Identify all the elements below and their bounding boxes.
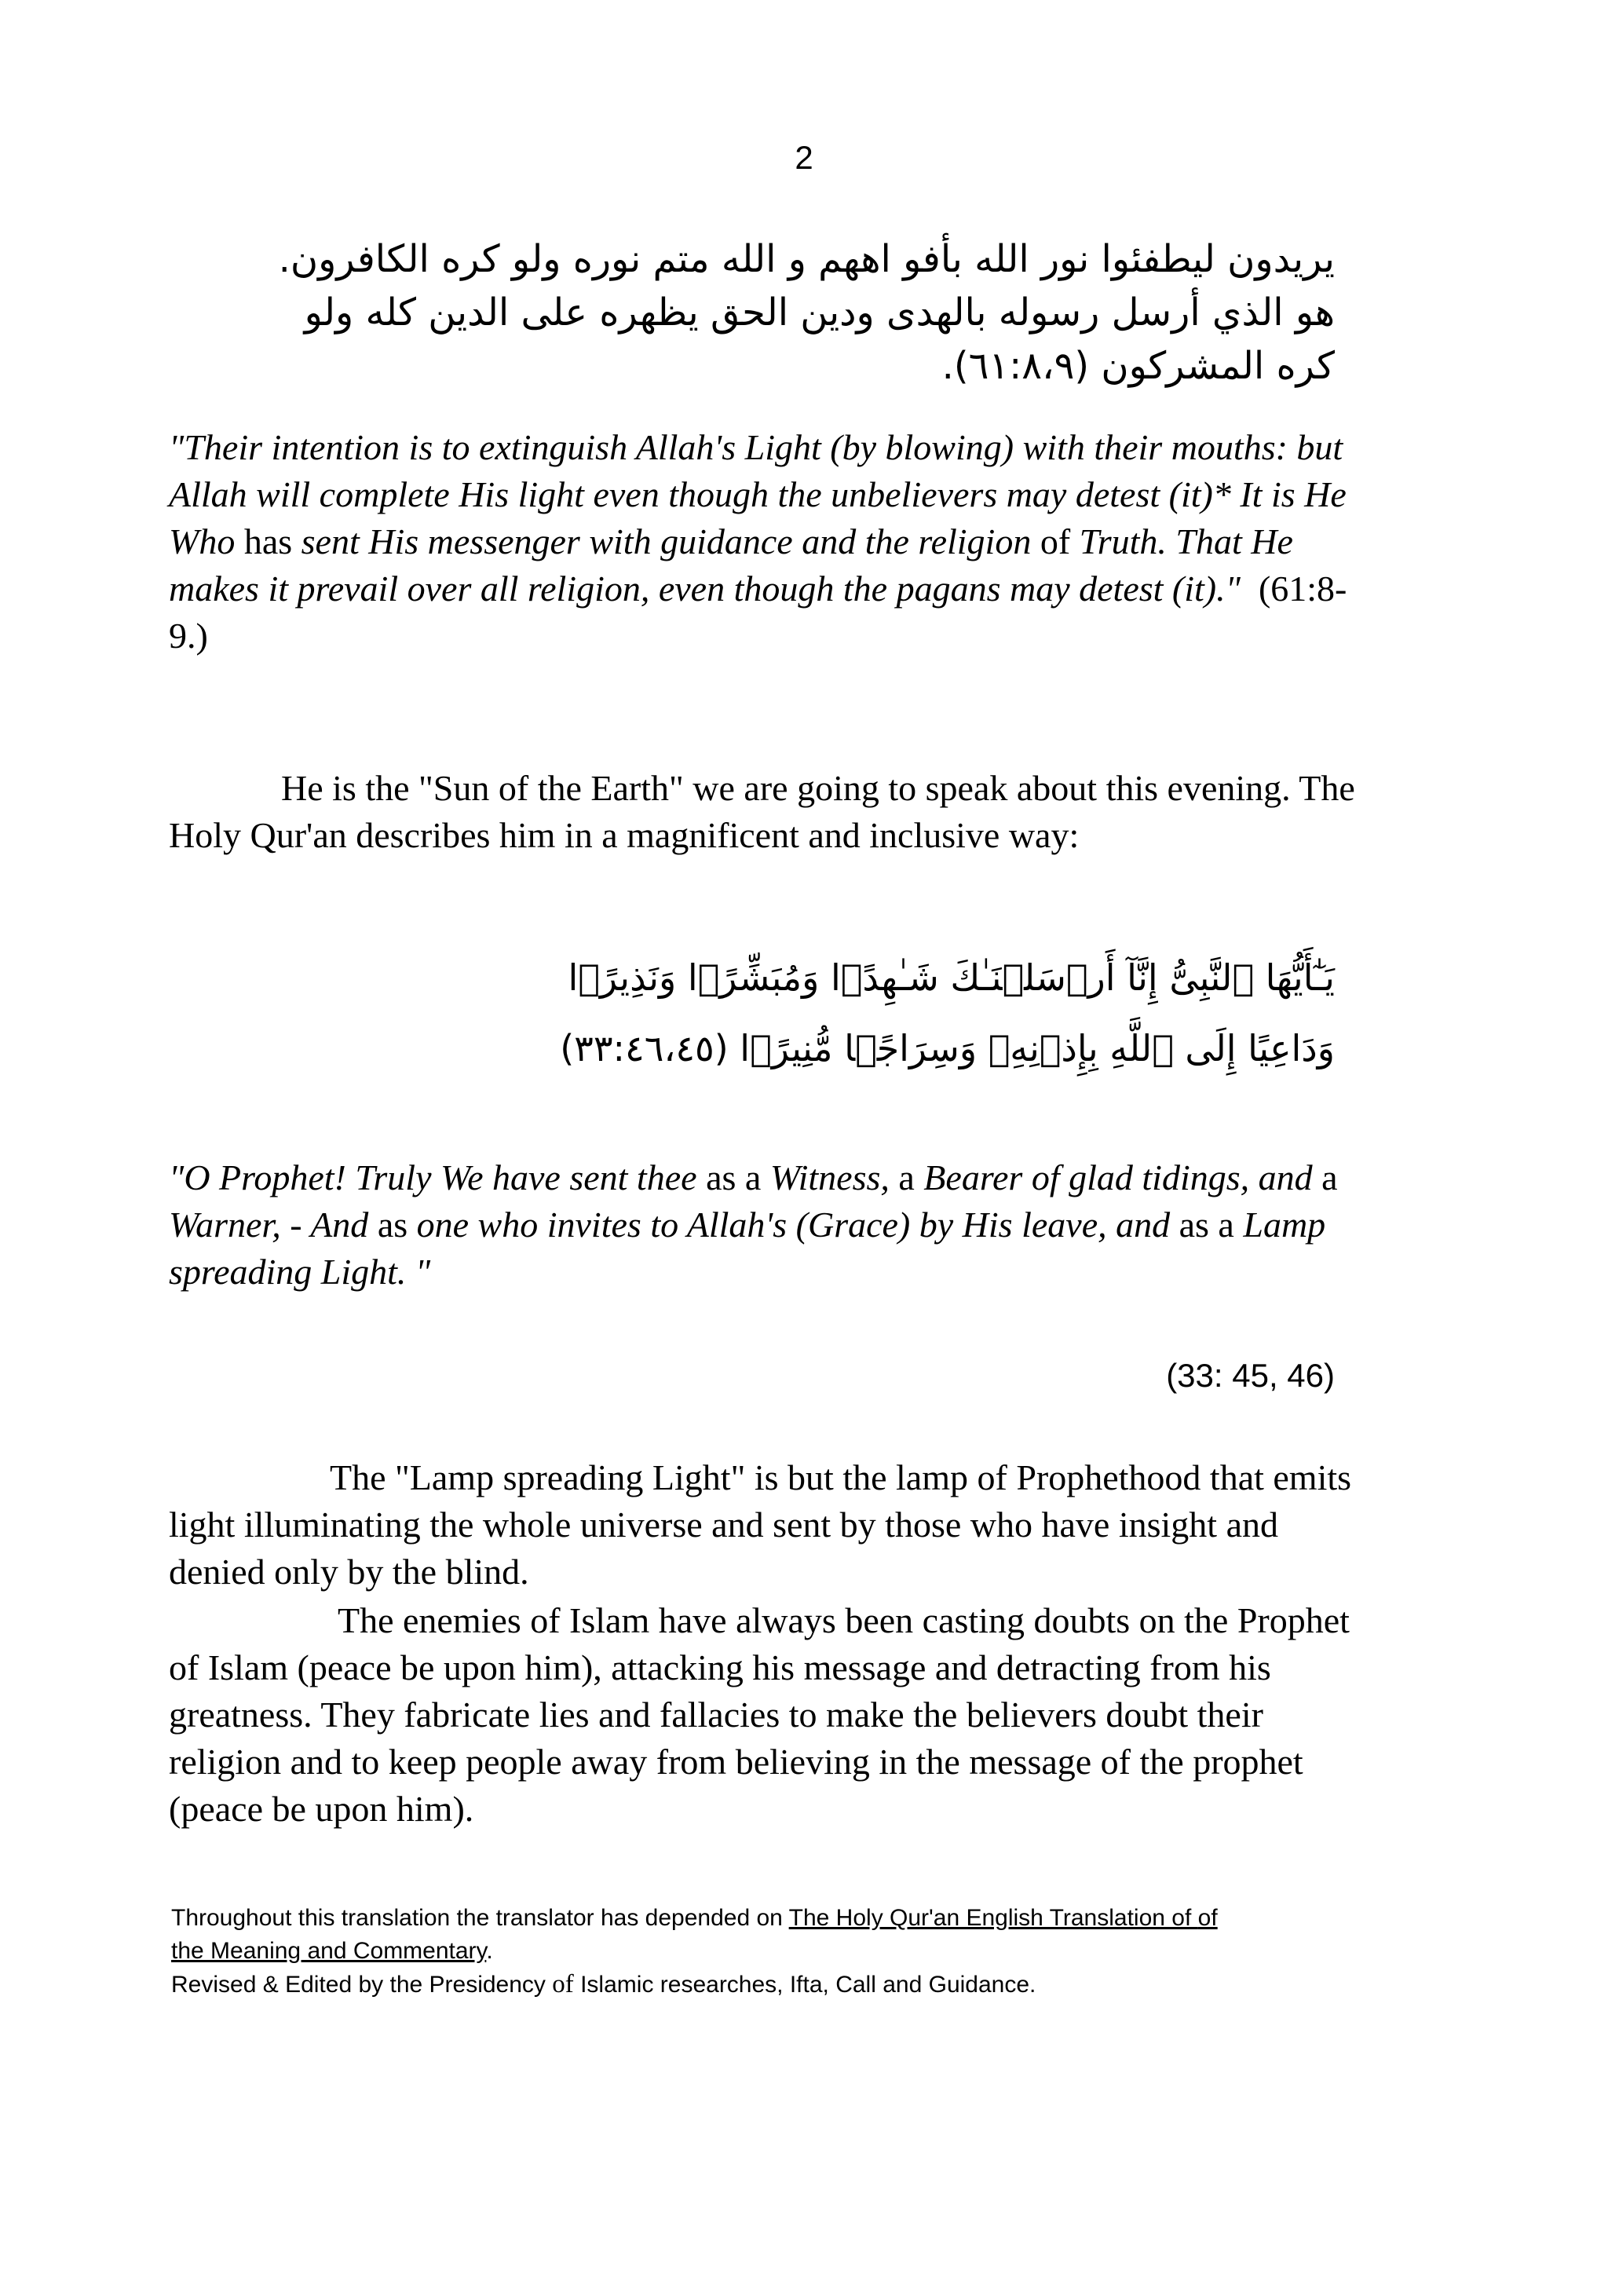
- translation-61: [169, 424, 1441, 660]
- paragraph-line: light illuminating the whole universe and sent by those who have insight and: [169, 1504, 1278, 1545]
- footnote: [171, 1902, 1443, 2002]
- paragraph-line: greatness. They fabricate lies and fallacies to make the believers doubt their: [169, 1695, 1263, 1735]
- text-upright: a: [889, 1157, 924, 1197]
- verse-reference: (33: 45, 46): [1166, 1357, 1335, 1394]
- translation-line: "Their intention is to extinguish Allah's Light (by blowing) with their mouths: but: [169, 427, 1343, 467]
- text-italic: one who invites to Allah's (Grace) by His leave, and: [416, 1205, 1171, 1245]
- translation-line: 9.): [169, 616, 208, 656]
- intro-paragraph: [169, 765, 1441, 859]
- text-italic: Who: [169, 521, 236, 561]
- verse-reference: (61:8-: [1240, 569, 1347, 609]
- arabic-line: يَـٰٓأَيُّهَا ٱلنَّبِىُّ إِنَّآ أَرۡسَلۡنَـٰكَ شَـٰهِدً۬ا وَمُبَشِّرً۬ا وَنَذِيرً۬ا: [568, 956, 1335, 999]
- footnote-source-title: the Meaning and Commentary: [171, 1938, 487, 1964]
- paragraph-line: (peace be upon him).: [169, 1789, 474, 1829]
- translation-33: [169, 1154, 1441, 1296]
- translation-line: [169, 565, 1441, 612]
- translation-line: [169, 518, 1441, 565]
- translation-line: Allah will complete His light even though the unbelievers may detest (it)* It is He: [169, 474, 1347, 514]
- footnote-text: Throughout this translation the translator has depended on: [171, 1905, 789, 1931]
- text-upright: a: [1312, 1157, 1338, 1197]
- text-upright: has: [235, 521, 302, 561]
- arabic-verse-33: [157, 942, 1335, 1084]
- text-italic: "O Prophet! Truly We have sent thee: [169, 1157, 697, 1197]
- text-italic: Truth. That He: [1079, 521, 1293, 561]
- arabic-line: وَدَاعِيًا إِلَى ٱللَّهِ بِإِذۡنِهِۦ وَسِرَاجً۬ا مُّنِيرً۬ا (٣٣:٤٦،٤٥): [560, 1027, 1335, 1069]
- text-upright: as a: [1170, 1205, 1244, 1245]
- paragraph-line: religion and to keep people away from believing in the message of the prophet: [169, 1742, 1303, 1782]
- footnote-text: .: [486, 1938, 493, 1964]
- text-italic: Lamp: [1243, 1205, 1326, 1245]
- paragraph-line: Holy Qur'an describes him in a magnificent and inclusive way:: [169, 815, 1080, 855]
- paragraph-line: He is the "Sun of the Earth" we are going to speak about this evening. The: [281, 768, 1355, 808]
- text-upright: as: [368, 1205, 417, 1245]
- arabic-line: يريدون ليطفئوا نور الله بأفو اههم و الله متم نوره ولو كره الكافرون.: [278, 237, 1335, 281]
- paragraph-line: denied only by the blind.: [169, 1552, 529, 1592]
- text-italic: makes it prevail over all religion, even though the pagans may detest (it).": [169, 569, 1241, 609]
- footnote-line: [171, 1902, 1443, 1935]
- paragraph-line: The enemies of Islam have always been casting doubts on the Prophet: [338, 1600, 1350, 1640]
- text-upright: as a: [696, 1157, 770, 1197]
- text-italic: Bearer of glad tidings, and: [923, 1157, 1313, 1197]
- footnote-text: Islamic researches, Ifta, Call and Guidance.: [573, 1972, 1036, 1998]
- text-italic: Warner, - And: [169, 1205, 369, 1245]
- page-number: 2: [795, 139, 813, 176]
- footnote-source-title: of: [1197, 1905, 1218, 1931]
- paragraph-line: of Islam (peace be upon him), attacking his message and detracting from his: [169, 1647, 1271, 1687]
- translation-line: [169, 1201, 1441, 1249]
- body-paragraph-1: [169, 1454, 1441, 1596]
- footnote-line: [171, 1935, 1443, 1968]
- footnote-text: Revised & Edited by the Presidency: [171, 1972, 553, 1998]
- footnote-source-title: The Holy Qur'an English Translation of: [788, 1905, 1198, 1931]
- text-italic: Witness,: [769, 1157, 890, 1197]
- text-italic: sent His messenger with guidance and the religion: [301, 521, 1032, 561]
- body-paragraph-2: [169, 1597, 1441, 1833]
- paragraph-line: The "Lamp spreading Light" is but the lamp of Prophethood that emits: [330, 1457, 1352, 1497]
- text-upright: of: [1031, 521, 1080, 561]
- translation-line: [169, 1154, 1441, 1201]
- translation-line: spreading Light. ": [169, 1252, 431, 1292]
- arabic-line: هو الذي أرسل رسوله بالهدى ودين الحق يظهره على الدين كله ولو: [304, 291, 1335, 335]
- arabic-line: كره المشركون (٦١:٨،٩).: [941, 344, 1335, 388]
- arabic-verse-61: [157, 232, 1335, 393]
- footnote-line: [171, 1968, 1443, 2002]
- footnote-text: of: [552, 1970, 574, 1998]
